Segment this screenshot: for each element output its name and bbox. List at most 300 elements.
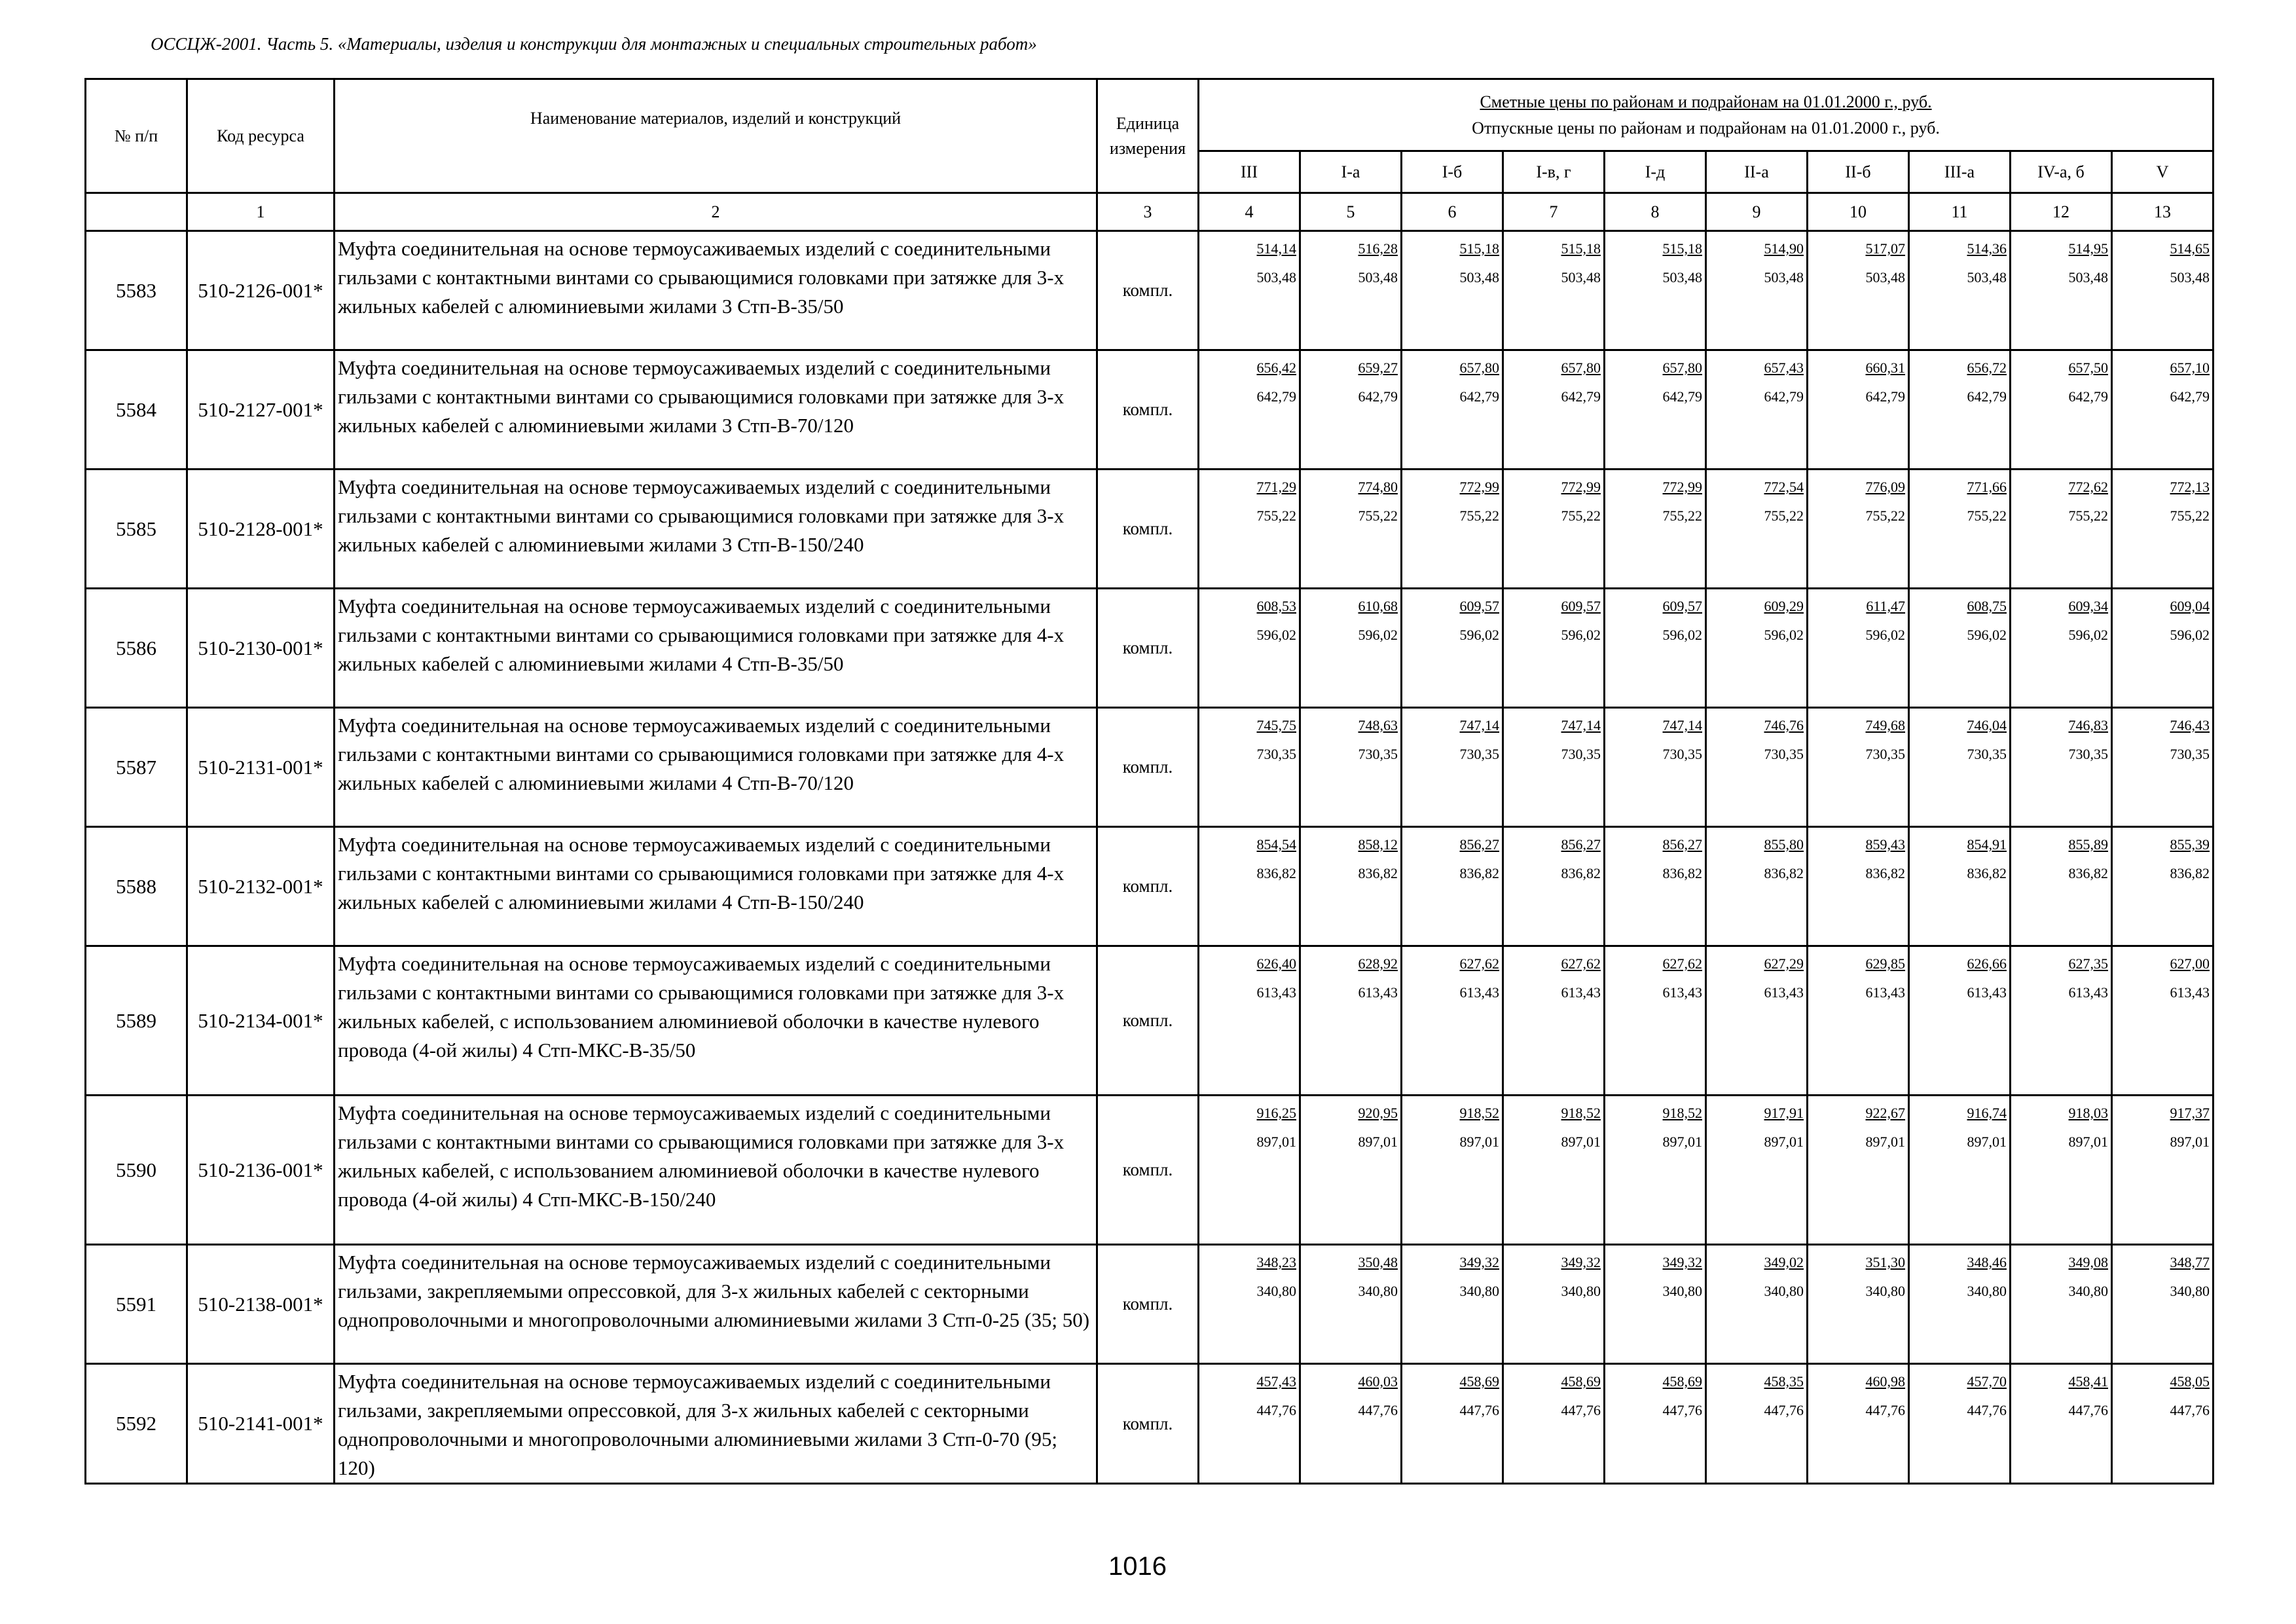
price-cell [2112,1245,2214,1364]
price-cell [1605,1364,1706,1484]
unit-of-measure: компл. [1097,470,1199,589]
price-cell [1605,1245,1706,1364]
estimate-price: 628,92 [1358,955,1398,972]
release-price: 613,43 [1865,984,1905,1001]
release-price: 340,80 [1459,1283,1499,1299]
price-cell [1909,350,2011,470]
estimate-price: 609,29 [1764,598,1804,614]
resource-code: 510-2130-001* [187,589,335,708]
release-price: 503,48 [1561,269,1601,286]
release-price: 897,01 [1967,1134,2007,1150]
col-header-name: Наименование материалов, изделий и конструкций [335,79,1097,193]
estimate-price: 517,07 [1865,240,1905,257]
price-cell [1909,231,2011,350]
price-cell [1706,1364,1808,1484]
price-cell [1706,708,1808,827]
col-header-code: Код ресурса [187,79,335,193]
estimate-price: 917,37 [2170,1105,2210,1121]
resource-code: 510-2138-001* [187,1245,335,1364]
price-cell [1706,827,1808,946]
price-cell [1706,946,1808,1096]
estimate-price: 747,14 [1459,717,1499,733]
price-header-estimate: Сметные цены по районам и подрайонам на 01.01.2000 г., руб. [1480,92,1932,111]
estimate-price: 772,62 [2068,479,2108,495]
row-number: 5586 [86,589,187,708]
estimate-price: 609,57 [1561,598,1601,614]
estimate-price: 458,05 [2170,1373,2210,1390]
row-number: 5583 [86,231,187,350]
estimate-price: 657,43 [1764,360,1804,376]
row-number: 5585 [86,470,187,589]
release-price: 340,80 [2170,1283,2210,1299]
price-cell [1402,827,1503,946]
estimate-price: 859,43 [1865,836,1905,853]
column-number: 10 [1808,193,1909,231]
release-price: 340,80 [1561,1283,1601,1299]
release-price: 447,76 [1561,1402,1601,1418]
price-cell [1909,1245,2011,1364]
table-row [86,1245,2214,1364]
price-cell [1402,946,1503,1096]
estimate-price: 514,36 [1967,240,2007,257]
release-price: 836,82 [1459,865,1499,881]
estimate-price: 626,66 [1967,955,2007,972]
estimate-price: 627,62 [1459,955,1499,972]
price-cell [1503,470,1605,589]
estimate-price: 609,34 [2068,598,2108,614]
price-cell [1300,1245,1402,1364]
estimate-price: 349,02 [1764,1254,1804,1270]
estimate-price: 349,32 [1662,1254,1702,1270]
price-cell [2112,350,2214,470]
region-header: III-а [1909,151,2011,193]
estimate-price: 772,54 [1764,479,1804,495]
col-header-num: № п/п [86,79,187,193]
column-number: 2 [335,193,1097,231]
estimate-price: 657,80 [1662,360,1702,376]
price-cell [1808,1096,1909,1245]
unit-of-measure: компл. [1097,946,1199,1096]
estimate-price: 610,68 [1358,598,1398,614]
material-name: Муфта соединительная на основе термоусаживаемых изделий с соединительными гильзами, закрепляемыми опрессовкой, для 3-х жильных кабелей с секторными однопроволочными и многопроволочными алюминиевыми жилами 3 Стп-0-25 (35; 50) [335,1245,1097,1364]
column-number: 3 [1097,193,1199,231]
estimate-price: 351,30 [1865,1254,1905,1270]
price-cell [1402,350,1503,470]
price-cell [1300,350,1402,470]
release-price: 897,01 [1459,1134,1499,1150]
price-cell [1605,708,1706,827]
release-price: 730,35 [1561,746,1601,762]
column-number: 6 [1402,193,1503,231]
estimate-price: 350,48 [1358,1254,1398,1270]
material-name: Муфта соединительная на основе термоусаживаемых изделий с соединительными гильзами с контактными винтами со срывающимися головками при затяжке для 3-х жильных кабелей с алюминиевыми жилами 3 Стп-В-150/240 [335,470,1097,589]
release-price: 596,02 [1967,627,2007,643]
price-cell [1199,350,1300,470]
release-price: 596,02 [2170,627,2210,643]
estimate-price: 611,47 [1866,598,1905,614]
price-cell [2011,231,2112,350]
price-cell [2112,1096,2214,1245]
estimate-price: 772,13 [2170,479,2210,495]
release-price: 613,43 [1764,984,1804,1001]
region-header: II-б [1808,151,1909,193]
release-price: 503,48 [2068,269,2108,286]
price-cell [1909,1364,2011,1484]
material-name: Муфта соединительная на основе термоусаживаемых изделий с соединительными гильзами с контактными винтами со срывающимися головками при затяжке для 4-х жильных кабелей с алюминиевыми жилами 4 Стп-В-70/120 [335,708,1097,827]
column-number: 13 [2112,193,2214,231]
estimate-price: 856,27 [1662,836,1702,853]
estimate-price: 609,04 [2170,598,2210,614]
estimate-price: 745,75 [1256,717,1296,733]
release-price: 897,01 [1561,1134,1601,1150]
release-price: 596,02 [1459,627,1499,643]
price-cell [2011,589,2112,708]
row-number: 5591 [86,1245,187,1364]
release-price: 340,80 [1662,1283,1702,1299]
price-cell [1503,1364,1605,1484]
release-price: 755,22 [1764,507,1804,524]
estimate-price: 516,28 [1358,240,1398,257]
material-name: Муфта соединительная на основе термоусаживаемых изделий с соединительными гильзами с контактными винтами со срывающимися головками при затяжке для 4-х жильных кабелей с алюминиевыми жилами 4 Стп-В-150/240 [335,827,1097,946]
release-price: 613,43 [1967,984,2007,1001]
release-price: 503,48 [1764,269,1804,286]
resource-code: 510-2141-001* [187,1364,335,1484]
release-price: 613,43 [2068,984,2108,1001]
estimate-price: 627,00 [2170,955,2210,972]
release-price: 503,48 [1967,269,2007,286]
table-row [86,1096,2214,1245]
estimate-price: 457,43 [1256,1373,1296,1390]
resource-code: 510-2132-001* [187,827,335,946]
estimate-price: 772,99 [1561,479,1601,495]
estimate-price: 457,70 [1967,1373,2007,1390]
release-price: 836,82 [1561,865,1601,881]
release-price: 503,48 [1865,269,1905,286]
price-cell [1503,1096,1605,1245]
estimate-price: 660,31 [1865,360,1905,376]
region-header: V [2112,151,2214,193]
release-price: 447,76 [1358,1402,1398,1418]
price-cell [1808,589,1909,708]
price-cell [1808,1245,1909,1364]
table-row [86,589,2214,708]
estimate-price: 858,12 [1358,836,1398,853]
row-number: 5587 [86,708,187,827]
region-header: II-а [1706,151,1808,193]
release-price: 596,02 [1256,627,1296,643]
release-price: 596,02 [1358,627,1398,643]
region-header: I-б [1402,151,1503,193]
release-price: 613,43 [1561,984,1601,1001]
estimate-price: 855,80 [1764,836,1804,853]
estimate-price: 608,75 [1967,598,2007,614]
release-price: 755,22 [1662,507,1702,524]
release-price: 730,35 [2170,746,2210,762]
row-number: 5590 [86,1096,187,1245]
unit-of-measure: компл. [1097,708,1199,827]
release-price: 730,35 [1662,746,1702,762]
release-price: 730,35 [1358,746,1398,762]
price-cell [1199,827,1300,946]
release-price: 897,01 [1256,1134,1296,1150]
price-cell [1605,470,1706,589]
estimate-price: 856,27 [1561,836,1601,853]
price-cell [1199,1364,1300,1484]
column-number-blank [86,193,187,231]
estimate-price: 746,04 [1967,717,2007,733]
price-cell [1300,589,1402,708]
price-cell [1402,1096,1503,1245]
estimate-price: 515,18 [1561,240,1601,257]
estimate-price: 458,69 [1561,1373,1601,1390]
resource-code: 510-2134-001* [187,946,335,1096]
estimate-price: 514,65 [2170,240,2210,257]
region-header: I-а [1300,151,1402,193]
price-cell [2112,231,2214,350]
estimate-price: 656,72 [1967,360,2007,376]
estimate-price: 749,68 [1865,717,1905,733]
release-price: 642,79 [2068,388,2108,405]
price-cell [1300,708,1402,827]
release-price: 730,35 [1967,746,2007,762]
price-cell [1199,708,1300,827]
region-header: IV-а, б [2011,151,2112,193]
resource-code: 510-2127-001* [187,350,335,470]
release-price: 447,76 [1865,1402,1905,1418]
release-price: 836,82 [1256,865,1296,881]
col-header-prices [1199,79,2214,151]
estimate-price: 918,52 [1459,1105,1499,1121]
price-cell [1706,350,1808,470]
price-cell [2112,1364,2214,1484]
release-price: 897,01 [1764,1134,1804,1150]
estimate-price: 746,76 [1764,717,1804,733]
release-price: 755,22 [1256,507,1296,524]
price-cell [2112,708,2214,827]
estimate-price: 855,39 [2170,836,2210,853]
region-header: I-в, г [1503,151,1605,193]
price-cell [1808,946,1909,1096]
material-name: Муфта соединительная на основе термоусаживаемых изделий с соединительными гильзами с контактными винтами со срывающимися головками при затяжке для 3-х жильных кабелей, с использованием алюминиевой оболочки в качестве нулевого провода (4-ой жилы) 4 Стп-МКС-В-150/240 [335,1096,1097,1245]
estimate-price: 458,35 [1764,1373,1804,1390]
estimate-price: 918,52 [1662,1105,1702,1121]
resource-code: 510-2131-001* [187,708,335,827]
estimate-price: 747,14 [1662,717,1702,733]
release-price: 755,22 [1865,507,1905,524]
release-price: 836,82 [1358,865,1398,881]
price-cell [1605,1096,1706,1245]
price-cell [1503,589,1605,708]
price-cell [1300,1364,1402,1484]
estimate-price: 771,66 [1967,479,2007,495]
estimate-price: 657,50 [2068,360,2108,376]
column-number: 1 [187,193,335,231]
release-price: 340,80 [1764,1283,1804,1299]
release-price: 447,76 [1967,1402,2007,1418]
header-row [86,79,2214,151]
row-number: 5584 [86,350,187,470]
price-cell [1402,589,1503,708]
estimate-price: 349,08 [2068,1254,2108,1270]
table-row [86,231,2214,350]
price-cell [2112,470,2214,589]
release-price: 897,01 [1865,1134,1905,1150]
price-cell [1199,1096,1300,1245]
release-price: 642,79 [2170,388,2210,405]
estimate-price: 348,23 [1256,1254,1296,1270]
material-name: Муфта соединительная на основе термоусаживаемых изделий с соединительными гильзами, закрепляемыми опрессовкой, для 3-х жильных кабелей с секторными однопроволочными и многопроволочными алюминиевыми жилами 3 Стп-0-70 (95; 120) [335,1364,1097,1484]
release-price: 447,76 [2068,1402,2108,1418]
estimate-price: 627,62 [1662,955,1702,972]
release-price: 642,79 [1662,388,1702,405]
price-cell [1199,946,1300,1096]
release-price: 730,35 [2068,746,2108,762]
estimate-price: 855,89 [2068,836,2108,853]
release-price: 447,76 [1459,1402,1499,1418]
estimate-price: 657,80 [1561,360,1601,376]
price-cell [2011,1245,2112,1364]
estimate-price: 748,63 [1358,717,1398,733]
material-name: Муфта соединительная на основе термоусаживаемых изделий с соединительными гильзами с контактными винтами со срывающимися головками при затяжке для 3-х жильных кабелей с алюминиевыми жилами 3 Стп-В-35/50 [335,231,1097,350]
estimate-price: 515,18 [1459,240,1499,257]
estimate-price: 627,29 [1764,955,1804,972]
price-cell [1706,589,1808,708]
price-cell [1402,1245,1503,1364]
estimate-price: 656,42 [1256,360,1296,376]
release-price: 613,43 [1662,984,1702,1001]
running-header: ОССЦЖ-2001. Часть 5. «Материалы, изделия и конструкции для монтажных и специальных строительных работ» [151,34,1037,54]
release-price: 642,79 [1764,388,1804,405]
price-cell [1909,1096,2011,1245]
release-price: 642,79 [1358,388,1398,405]
release-price: 340,80 [1865,1283,1905,1299]
price-cell [1706,470,1808,589]
release-price: 755,22 [1967,507,2007,524]
table-row [86,1364,2214,1484]
estimate-price: 659,27 [1358,360,1398,376]
release-price: 340,80 [1967,1283,2007,1299]
price-cell [1706,231,1808,350]
column-number: 12 [2011,193,2112,231]
release-price: 755,22 [1358,507,1398,524]
estimate-price: 657,10 [2170,360,2210,376]
price-cell [1199,231,1300,350]
unit-of-measure: компл. [1097,1245,1199,1364]
price-cell [1605,350,1706,470]
release-price: 642,79 [1459,388,1499,405]
estimate-price: 348,46 [1967,1254,2007,1270]
estimate-price: 918,52 [1561,1105,1601,1121]
release-price: 755,22 [2068,507,2108,524]
release-price: 447,76 [1764,1402,1804,1418]
release-price: 897,01 [2068,1134,2108,1150]
estimate-price: 460,98 [1865,1373,1905,1390]
row-number: 5589 [86,946,187,1096]
release-price: 447,76 [2170,1402,2210,1418]
price-cell [1402,708,1503,827]
price-cell [1808,708,1909,827]
release-price: 836,82 [1967,865,2007,881]
release-price: 642,79 [1561,388,1601,405]
price-cell [1300,946,1402,1096]
estimate-price: 609,57 [1459,598,1499,614]
estimate-price: 514,95 [2068,240,2108,257]
unit-of-measure: компл. [1097,350,1199,470]
release-price: 897,01 [1662,1134,1702,1150]
estimate-price: 515,18 [1662,240,1702,257]
release-price: 642,79 [1967,388,2007,405]
price-cell [1503,827,1605,946]
estimate-price: 514,14 [1256,240,1296,257]
column-number: 4 [1199,193,1300,231]
release-price: 340,80 [1358,1283,1398,1299]
price-cell [1503,350,1605,470]
price-cell [1808,231,1909,350]
release-price: 836,82 [1662,865,1702,881]
estimate-price: 608,53 [1256,598,1296,614]
release-price: 836,82 [1764,865,1804,881]
table-row [86,946,2214,1096]
release-price: 503,48 [2170,269,2210,286]
estimate-price: 514,90 [1764,240,1804,257]
estimate-price: 856,27 [1459,836,1499,853]
price-cell [1199,1245,1300,1364]
price-table [84,78,2214,1485]
price-cell [1402,1364,1503,1484]
estimate-price: 629,85 [1865,955,1905,972]
estimate-price: 916,74 [1967,1105,2007,1121]
row-number: 5592 [86,1364,187,1484]
price-cell [2112,827,2214,946]
price-cell [1605,231,1706,350]
price-cell [1909,827,2011,946]
estimate-price: 349,32 [1561,1254,1601,1270]
table-row [86,350,2214,470]
estimate-price: 854,54 [1256,836,1296,853]
unit-of-measure: компл. [1097,1096,1199,1245]
price-cell [1909,946,2011,1096]
price-cell [2011,827,2112,946]
release-price: 503,48 [1459,269,1499,286]
row-number: 5588 [86,827,187,946]
release-price: 596,02 [1662,627,1702,643]
price-cell [2011,946,2112,1096]
material-name: Муфта соединительная на основе термоусаживаемых изделий с соединительными гильзами с контактными винтами со срывающимися головками при затяжке для 3-х жильных кабелей с алюминиевыми жилами 3 Стп-В-70/120 [335,350,1097,470]
price-header-release: Отпускные цены по районам и подрайонам на 01.01.2000 г., руб. [1472,118,1940,138]
price-cell [2011,708,2112,827]
price-cell [1199,470,1300,589]
price-cell [2011,1364,2112,1484]
material-name: Муфта соединительная на основе термоусаживаемых изделий с соединительными гильзами с контактными винтами со срывающимися головками при затяжке для 3-х жильных кабелей, с использованием алюминиевой оболочки в качестве нулевого провода (4-ой жилы) 4 Стп-МКС-В-35/50 [335,946,1097,1096]
resource-code: 510-2136-001* [187,1096,335,1245]
region-header: I-д [1605,151,1706,193]
price-cell [1503,231,1605,350]
price-cell [1605,589,1706,708]
release-price: 447,76 [1256,1402,1296,1418]
column-number: 7 [1503,193,1605,231]
estimate-price: 920,95 [1358,1105,1398,1121]
estimate-price: 776,09 [1865,479,1905,495]
estimate-price: 771,29 [1256,479,1296,495]
estimate-price: 657,80 [1459,360,1499,376]
price-cell [1300,470,1402,589]
release-price: 340,80 [2068,1283,2108,1299]
resource-code: 510-2126-001* [187,231,335,350]
price-cell [1706,1245,1808,1364]
price-cell [1808,1364,1909,1484]
column-number: 5 [1300,193,1402,231]
price-cell [1706,1096,1808,1245]
